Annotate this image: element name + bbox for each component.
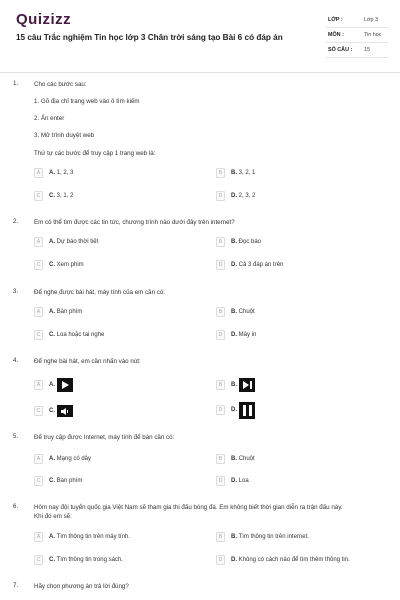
- question-line: Em có thể tìm được các tin tức, chương trình nào dưới đây trên internet?: [34, 219, 235, 226]
- option-letter: B: [216, 307, 225, 317]
- document-title: 15 câu Trắc nghiệm Tin học lớp 3 Chân trời sáng tạo Bài 6 có đáp án: [16, 33, 283, 42]
- option-letter: B: [216, 380, 225, 390]
- option-prefix: D.: [231, 478, 237, 484]
- option-c[interactable]: [34, 554, 123, 566]
- option-prefix: D.: [231, 407, 237, 413]
- option-b[interactable]: [216, 531, 309, 543]
- option-prefix: C.: [49, 262, 55, 268]
- quizizz-logo: Quizizz: [16, 11, 72, 28]
- option-prefix: A.: [49, 534, 55, 540]
- option-text: Loa hoặc tai nghe: [55, 332, 105, 338]
- question-line: Hãy chọn phương án trả lời đúng?: [34, 583, 129, 590]
- meta-label: MÔN :: [328, 32, 344, 38]
- option-prefix: C.: [49, 332, 55, 338]
- option-c[interactable]: [34, 329, 104, 341]
- option-c[interactable]: [34, 259, 84, 271]
- question-line: Thứ tự các bước để truy cập 1 trang web là:: [34, 150, 156, 157]
- option-prefix: B.: [231, 456, 237, 462]
- option-prefix: A.: [49, 382, 55, 388]
- option-d[interactable]: [216, 329, 256, 341]
- option-letter: B: [216, 237, 225, 247]
- option-prefix: B.: [231, 239, 237, 245]
- option-text: Xem phim: [55, 262, 84, 268]
- option-a[interactable]: [34, 306, 82, 318]
- option-a[interactable]: [34, 167, 73, 179]
- option-letter: A: [34, 307, 43, 317]
- option-letter: B: [216, 168, 225, 178]
- option-prefix: A.: [49, 239, 55, 245]
- option-prefix: A.: [49, 170, 55, 176]
- option-d[interactable]: [216, 190, 255, 202]
- option-text: Bàn phím: [55, 309, 83, 315]
- skip-next-icon: [239, 378, 255, 392]
- option-c[interactable]: [34, 190, 73, 202]
- meta-row-count: [326, 43, 388, 58]
- option-text: Đọc báo: [237, 239, 262, 245]
- question-number: 6.: [13, 503, 19, 510]
- volume-icon: [57, 405, 73, 417]
- question-number: 3.: [13, 288, 19, 295]
- option-text: Tìm thông tin trong sách.: [55, 557, 123, 563]
- option-b[interactable]: [216, 453, 255, 465]
- option-d[interactable]: [216, 475, 249, 487]
- option-text: 2, 3, 2: [237, 193, 256, 199]
- option-prefix: D.: [231, 262, 237, 268]
- question-number: 1.: [13, 80, 19, 87]
- option-d[interactable]: [216, 259, 283, 271]
- question-line: 1. Gõ địa chỉ trang web vào ô tìm kiếm: [34, 98, 140, 105]
- option-b[interactable]: [216, 167, 255, 179]
- option-letter: A: [34, 168, 43, 178]
- option-letter: C: [34, 260, 43, 270]
- option-prefix: C.: [49, 408, 55, 414]
- option-d[interactable]: [216, 401, 255, 419]
- option-b[interactable]: [216, 377, 255, 393]
- option-text: Bàn phím: [55, 478, 83, 484]
- question-number: 5.: [13, 433, 19, 440]
- pause-icon: [239, 402, 255, 419]
- question-line: 2. Ấn enter: [34, 115, 65, 122]
- option-letter: B: [216, 454, 225, 464]
- option-letter: C: [34, 330, 43, 340]
- option-letter: D: [216, 330, 225, 340]
- option-prefix: B.: [231, 382, 237, 388]
- option-d[interactable]: [216, 554, 350, 566]
- page-header: [0, 0, 400, 72]
- option-text: Chuột: [237, 309, 255, 315]
- option-letter: C: [34, 476, 43, 486]
- question-number: 7.: [13, 582, 19, 589]
- header-divider: [0, 72, 400, 73]
- option-prefix: D.: [231, 332, 237, 338]
- option-letter: A: [34, 532, 43, 542]
- option-prefix: B.: [231, 534, 237, 540]
- option-text: Mạng có dây: [55, 456, 92, 462]
- option-prefix: B.: [231, 170, 237, 176]
- option-letter: C: [34, 406, 43, 416]
- option-text: Loa: [237, 478, 249, 484]
- option-letter: D: [216, 555, 225, 565]
- option-a[interactable]: [34, 236, 98, 248]
- question-line: Để truy cập được Internet, máy tính để bàn cần có:: [34, 434, 175, 441]
- question-line: Để nghe được bài hát, máy tính của em cần có:: [34, 289, 165, 296]
- option-a[interactable]: [34, 531, 130, 543]
- option-letter: D: [216, 191, 225, 201]
- meta-row-subject: [326, 28, 388, 43]
- option-a[interactable]: [34, 453, 91, 465]
- option-b[interactable]: [216, 306, 255, 318]
- option-prefix: A.: [49, 456, 55, 462]
- question-line: 3. Mở trình duyệt web: [34, 132, 95, 139]
- option-prefix: C.: [49, 478, 55, 484]
- option-letter: D: [216, 405, 225, 415]
- option-text: 3, 2, 1: [237, 170, 256, 176]
- option-c[interactable]: [34, 475, 82, 487]
- option-text: Cả 3 đáp án trên: [237, 262, 284, 268]
- option-prefix: C.: [49, 193, 55, 199]
- option-prefix: A.: [49, 309, 55, 315]
- option-letter: D: [216, 260, 225, 270]
- option-prefix: D.: [231, 193, 237, 199]
- question-line: Để nghe bài hát, em cần nhấn vào nút:: [34, 358, 141, 365]
- question-line: Cho các bước sau:: [34, 81, 87, 88]
- meta-value: Tin học: [364, 32, 382, 38]
- option-text: 3, 1, 2: [55, 193, 74, 199]
- option-a[interactable]: [34, 377, 73, 393]
- meta-value: 15: [364, 47, 370, 53]
- meta-row-class: [326, 13, 388, 28]
- question-number: 4.: [13, 357, 19, 364]
- option-letter: A: [34, 380, 43, 390]
- option-prefix: D.: [231, 557, 237, 563]
- play-icon: [57, 378, 73, 392]
- question-number: 2.: [13, 218, 19, 225]
- question-line: Hôm nay đội tuyển quốc gia Việt Nam sẽ tham gia thi đấu bóng đá. Em không biết thời gian diễn ra trận đấu này.: [34, 504, 343, 511]
- question-line: Khi đó em sẽ:: [34, 513, 72, 520]
- option-text: Tìm thông tin trên máy tính.: [55, 534, 130, 540]
- option-prefix: C.: [49, 557, 55, 563]
- meta-label: SỐ CÂU :: [328, 47, 353, 53]
- option-prefix: B.: [231, 309, 237, 315]
- option-text: Máy in: [237, 332, 257, 338]
- option-b[interactable]: [216, 236, 261, 248]
- option-text: Chuột: [237, 456, 255, 462]
- option-letter: A: [34, 237, 43, 247]
- option-text: Dự báo thời tiết: [55, 239, 99, 245]
- option-letter: D: [216, 476, 225, 486]
- option-letter: A: [34, 454, 43, 464]
- option-letter: C: [34, 191, 43, 201]
- meta-label: LỚP :: [328, 17, 343, 23]
- option-letter: B: [216, 532, 225, 542]
- option-c[interactable]: [34, 403, 73, 419]
- option-text: 1, 2, 3: [55, 170, 74, 176]
- option-letter: C: [34, 555, 43, 565]
- meta-value: Lớp 3: [364, 17, 379, 23]
- option-text: Không có cách nào để tìm thêm thông tin.: [237, 557, 350, 563]
- option-text: Tìm thông tin trên internet.: [237, 534, 309, 540]
